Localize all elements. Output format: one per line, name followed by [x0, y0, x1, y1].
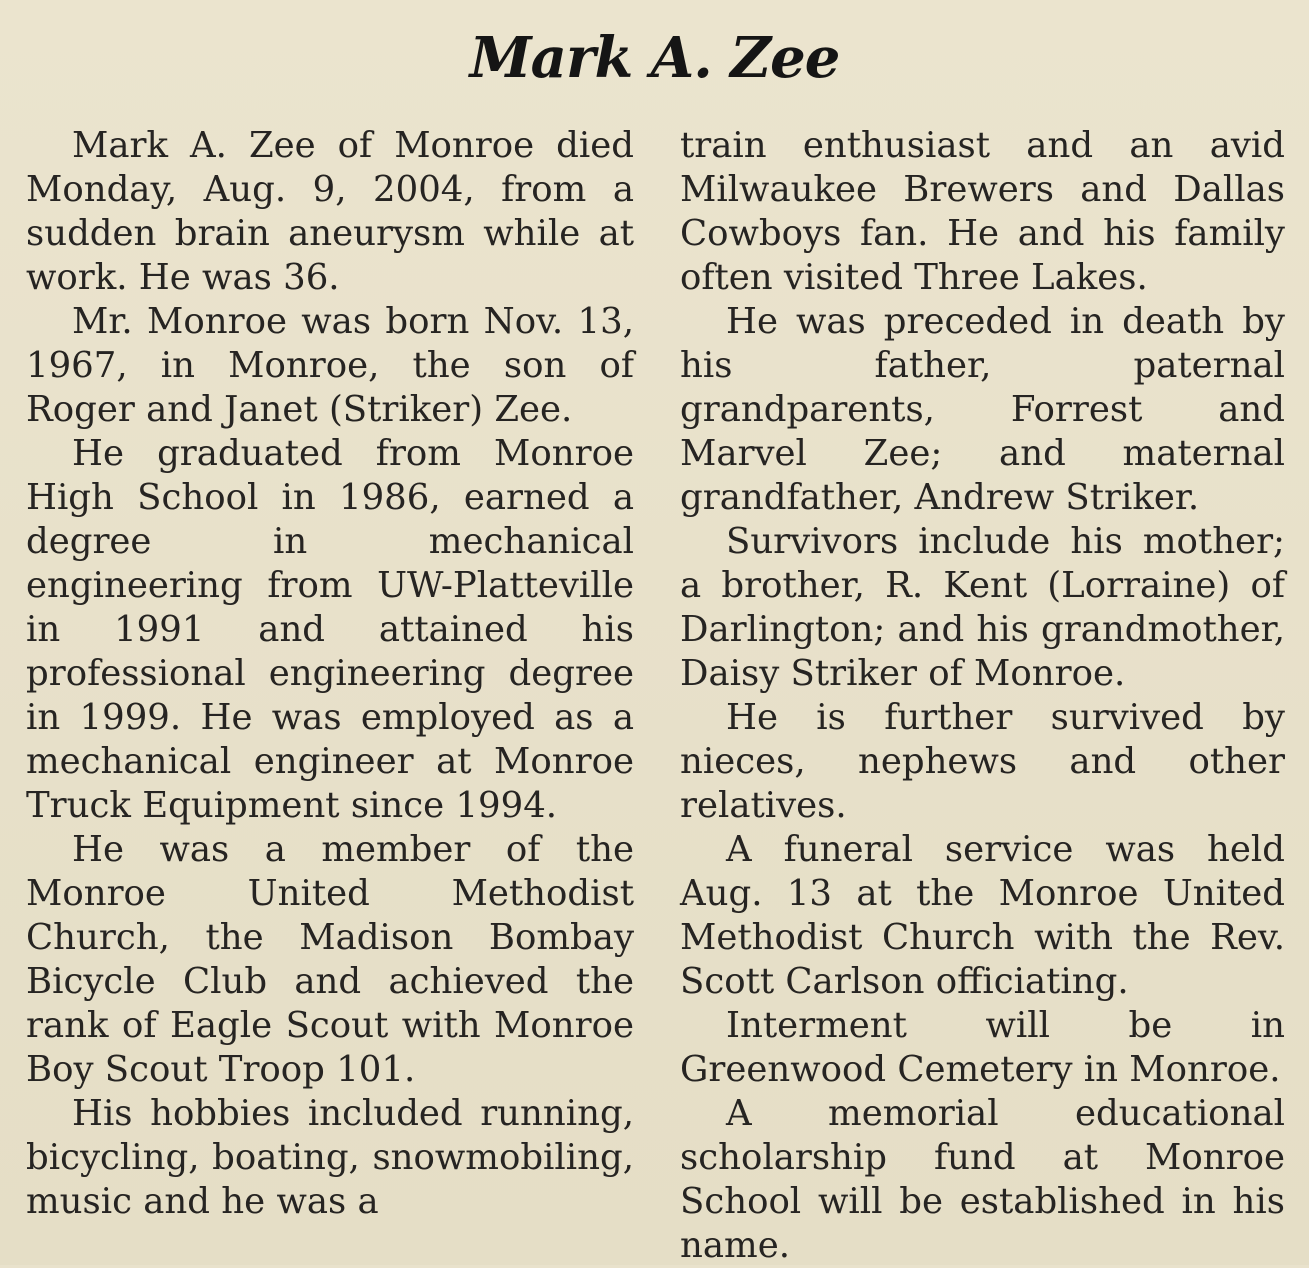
- paragraph-birth: Mr. Monroe was born Nov. 13, 1967, in Monroe, the son of Roger and Janet (Striker) Zee.: [26, 301, 634, 430]
- paragraph-death-notice: Mark A. Zee of Monroe died Monday, Aug. 9, 2004, from a sudden brain aneurysm while at work. He was 36.: [26, 125, 634, 298]
- left-column: [26, 124, 634, 1224]
- right-column: [680, 124, 1285, 1268]
- obituary-headline: Mark A. Zee: [469, 25, 840, 91]
- paragraph-hobbies: His hobbies included running, bicycling, boating, snowmobiling, music and he was a: [26, 1093, 634, 1222]
- paragraph-interment: Interment will be in Greenwood Cemetery in Monroe.: [680, 1005, 1285, 1090]
- paragraph-further-survived: He is further survived by nieces, nephews and other relatives.: [680, 697, 1285, 826]
- paragraph-education-career: He graduated from Monroe High School in 1986, earned a degree in mechanical engineering from UW-Platteville in 1991 and attained his professional engineering degree in 1999. He was employed as a mechanical engineer at Monroe Truck Equipment since 1994.: [26, 433, 634, 826]
- paragraph-survivors: Survivors include his mother; a brother, R. Kent (Lorraine) of Darlington; and his grandmother, Daisy Striker of Monroe.: [680, 521, 1285, 694]
- paragraph-funeral-service: A funeral service was held Aug. 13 at the Monroe United Methodist Church with the Rev. Scott Carlson officiating.: [680, 829, 1285, 1002]
- paragraph-memberships: He was a member of the Monroe United Methodist Church, the Madison Bombay Bicycle Club and achieved the rank of Eagle Scout with Monroe Boy Scout Troop 101.: [26, 829, 634, 1090]
- paragraph-memorial-fund: A memorial educational scholarship fund at Monroe School will be established in his name.: [680, 1093, 1285, 1266]
- paragraph-preceded-in-death: He was preceded in death by his father, paternal grandparents, Forrest and Marvel Zee; and maternal grandfather, Andrew Striker.: [680, 301, 1285, 518]
- paragraph-hobbies-continued: train enthusiast and an avid Milwaukee Brewers and Dallas Cowboys fan. He and his family often visited Three Lakes.: [680, 125, 1285, 298]
